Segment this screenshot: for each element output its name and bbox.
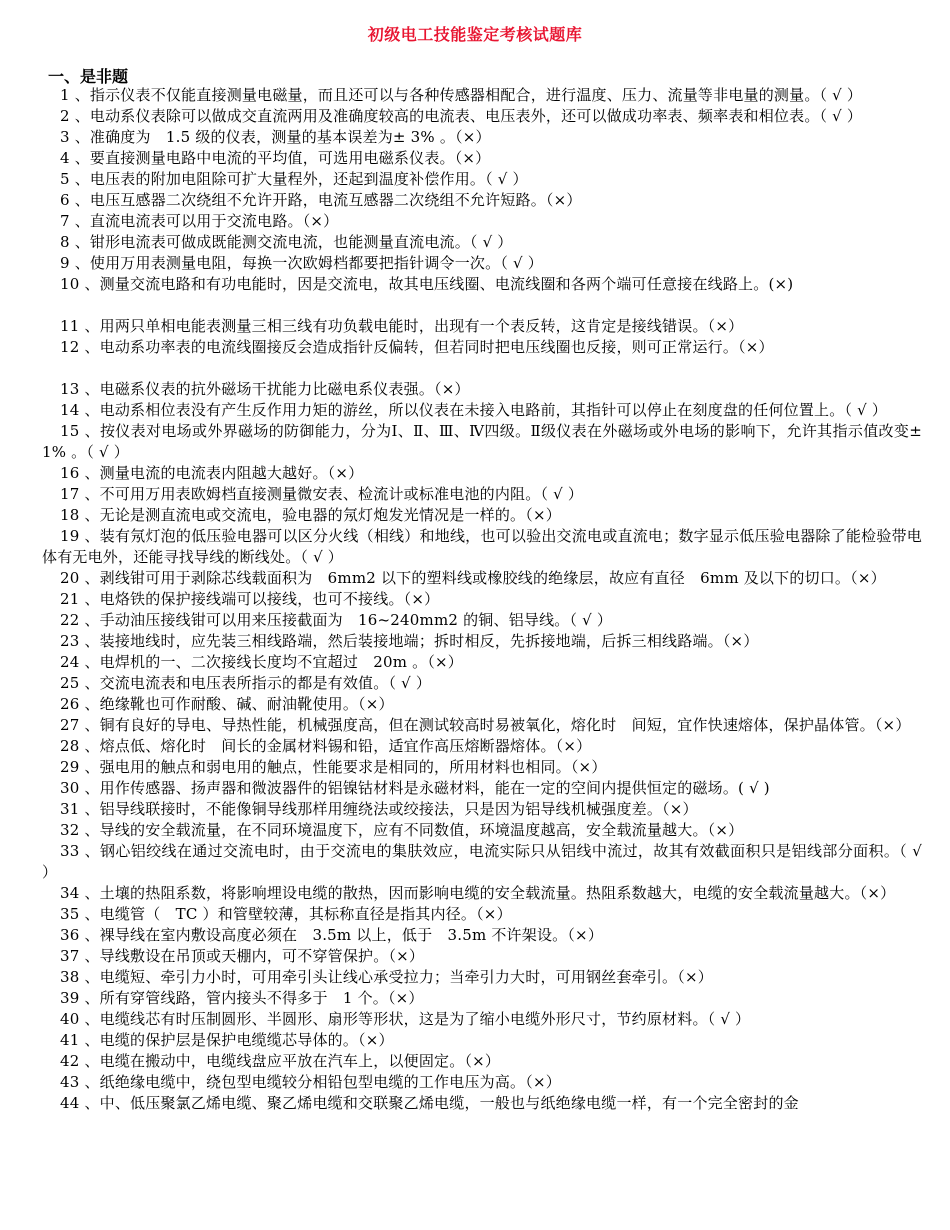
question-item: 21 、电烙铁的保护接线端可以接线，也可不接线。（×）	[60, 590, 440, 608]
question-item: 6 、电压互感器二次绕组不允许开路，电流互感器二次绕组不允许短路。（×）	[60, 191, 582, 209]
question-item: 8 、钳形电流表可做成既能测交流电流，也能测量直流电流。（ √ ）	[60, 233, 513, 251]
question-item: 28 、熔点低、熔化时 间长的金属材料锡和铅，适宜作高压熔断器熔体。（×）	[60, 737, 592, 755]
question-item: 13 、电磁系仪表的抗外磁场干扰能力比磁电系仪表强。（×）	[60, 380, 470, 398]
question-item: 16 、测量电流的电流表内阻越大越好。（×）	[60, 464, 364, 482]
question-item: 30 、用作传感器、扬声器和微波器件的铝镍钴材料是永磁材料，能在一定的空间内提供恒定的磁场。( √ )	[60, 779, 770, 797]
question-item: 32 、导线的安全载流量，在不同环境温度下，应有不同数值，环境温度越高，安全载流量越大。（×）	[60, 821, 744, 839]
question-item: 7 、直流电流表可以用于交流电路。（×）	[60, 212, 339, 230]
question-item: 24 、电焊机的一、二次接线长度均不宜超过 20m 。（×）	[60, 653, 464, 671]
question-item: 43 、纸绝缘电缆中，绕包型电缆较分相铅包型电缆的工作电压为高。（×）	[60, 1073, 561, 1091]
question-item: 37 、导线敷设在吊顶或天棚内，可不穿管保护。（×）	[60, 947, 425, 965]
question-item: 42 、电缆在搬动中，电缆线盘应平放在汽车上，以便固定。（×）	[60, 1052, 501, 1070]
question-list	[42, 85, 922, 1114]
question-item: 15 、按仪表对电场或外界磁场的防御能力，分为Ⅰ、Ⅱ、Ⅲ、Ⅳ四级。Ⅱ级仪表在外磁场或外电场的影响下，允许其指示值改变± 1% 。（ √ ）	[42, 422, 922, 461]
question-item: 14 、电动系相位表没有产生反作用力矩的游丝，所以仪表在未接入电路前，其指针可以停止在刻度盘的任何位置上。（ √ ）	[60, 401, 888, 419]
question-item: 27 、铜有良好的导电、导热性能，机械强度高，但在测试较高时易被氧化，熔化时 间短，宜作快速熔体，保护晶体管。（×）	[60, 716, 911, 734]
question-item: 26 、绝缘靴也可作耐酸、碱、耐油靴使用。（×）	[60, 695, 394, 713]
question-item: 17 、不可用万用表欧姆档直接测量微安表、检流计或标准电池的内阻。（ √ ）	[60, 485, 584, 503]
question-item: 4 、要直接测量电路中电流的平均值，可选用电磁系仪表。（×）	[60, 149, 491, 167]
question-item: 31 、铝导线联接时，不能像铜导线那样用缠绕法或绞接法，只是因为铝导线机械强度差。（×）	[60, 800, 698, 818]
question-item: 40 、电缆线芯有时压制圆形、半圆形、扇形等形状，这是为了缩小电缆外形尺寸，节约原材料。（ √ ）	[60, 1010, 751, 1028]
question-item: 41 、电缆的保护层是保护电缆缆芯导体的。（×）	[60, 1031, 394, 1049]
question-item: 34 、土壤的热阻系数，将影响埋设电缆的散热，因而影响电缆的安全载流量。热阻系数越大，电缆的安全载流量越大。（×）	[60, 884, 896, 902]
question-item: 29 、强电用的触点和弱电用的触点，性能要求是相同的，所用材料也相同。（×）	[60, 758, 607, 776]
question-item: 44 、中、低压聚氯乙烯电缆、聚乙烯电缆和交联聚乙烯电缆，一般也与纸绝缘电缆一样，有一个完全密封的金	[60, 1094, 799, 1112]
question-item: 22 、手动油压接线钳可以用来压接截面为 16~240mm2 的铜、铝导线。（ √ ）	[60, 611, 613, 629]
document-title: 初级电工技能鉴定考核试题库	[367, 25, 583, 44]
question-item: 20 、剥线钳可用于剥除芯线载面积为 6mm2 以下的塑料线或橡胶线的绝缘层，故应有直径 6mm 及以下的切口。（×）	[60, 569, 886, 587]
question-item: 25 、交流电流表和电压表所指示的都是有效值。（ √ ）	[60, 674, 432, 692]
question-item: 35 、电缆管（ TC ）和管壁较薄，其标称直径是指其内径。（×）	[60, 905, 512, 923]
question-item: 2 、电动系仪表除可以做成交直流两用及准确度较高的电流表、电压表外，还可以做成功率表、频率表和相位表。（ √ ）	[60, 107, 863, 125]
question-item: 9 、使用万用表测量电阻，每换一次欧姆档都要把指针调令一次。（ √ ）	[60, 254, 543, 272]
section-heading: 一、是非题	[48, 67, 129, 86]
question-item: 33 、钢心铝绞线在通过交流电时，由于交流电的集肤效应，电流实际只从铝线中流过，故其有效截面积只是铝线部分面积。（ √ ）	[42, 842, 922, 881]
question-item: 12 、电动系功率表的电流线圈接反会造成指针反偏转，但若同时把电压线圈也反接，则可正常运行。（×）	[60, 338, 774, 356]
question-item: 10 、测量交流电路和有功电能时，因是交流电，故其电压线圈、电流线圈和各两个端可任意接在线路上。(×)	[60, 275, 794, 293]
question-item: 11 、用两只单相电能表测量三相三线有功负载电能时，出现有一个表反转，这肯定是接线错误。（×）	[60, 317, 744, 335]
question-item: 5 、电压表的附加电阻除可扩大量程外，还起到温度补偿作用。（ √ ）	[60, 170, 528, 188]
question-item: 23 、装接地线时，应先装三相线路端，然后装接地端；拆时相反，先拆接地端，后拆三相线路端。（×）	[60, 632, 759, 650]
question-item: 38 、电缆短、牵引力小时，可用牵引头让线心承受拉力；当牵引力大时，可用钢丝套牵引。（×）	[60, 968, 713, 986]
question-item: 19 、装有氖灯泡的低压验电器可以区分火线（相线）和地线，也可以验出交流电或直流电；数字显示低压验电器除了能检验带电体有无电外，还能寻找导线的断线处。（ √ ）	[42, 527, 922, 566]
question-item: 1 、指示仪表不仅能直接测量电磁量，而且还可以与各种传感器相配合，进行温度、压力、流量等非电量的测量。（ √ ）	[60, 86, 863, 104]
question-item: 39 、所有穿管线路，管内接头不得多于 1 个。（×）	[60, 989, 424, 1007]
question-item: 3 、准确度为 1.5 级的仪表，测量的基本误差为± 3% 。（×）	[60, 128, 491, 146]
question-item: 36 、裸导线在室内敷设高度必须在 3.5m 以上，低于 3.5m 不许架设。（×）	[60, 926, 604, 944]
question-item: 18 、无论是测直流电或交流电，验电器的氖灯炮发光情况是一样的。（×）	[60, 506, 561, 524]
